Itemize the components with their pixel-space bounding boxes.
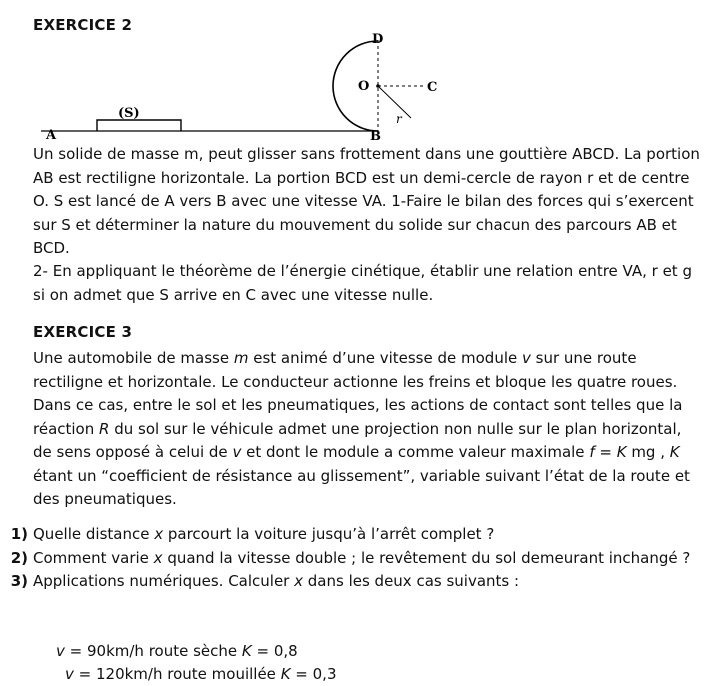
exercise-3-questions (10, 523, 702, 594)
list-item (10, 523, 702, 547)
question-text: Quelle distance x parcourt la voiture jusqu’à l’arrêt complet ? (33, 525, 495, 543)
label-B: B (370, 129, 381, 140)
numeric-case-1: v = 90km/h route sèche K = 0,8 (56, 642, 298, 660)
exercise-2-paragraph-2: 2- En appliquant le théorème de l’énergie cinétique, établir une relation entre VA, r et g si on admet que S arrive en C avec une vitesse nulle. (33, 262, 692, 304)
exercise-3-paragraph: Une automobile de masse m est animé d’une vitesse de module v sur une route rectiligne et horizontale. Le conducteur actionne les freins et bloque les quatre roues. Dans ce cas, entre le sol et les pneumatiques, les actions de contact sont telles que la réaction R du sol sur le véhicule admet une projection non nulle sur le plan horizontal, de sens opposé à celui de v et dont le module a comme valeur maximale f = K mg , K étant un “coefficient de résistance au glissement”, variable suivant l’état de la route et des pneumatiques. (33, 349, 690, 508)
numeric-case-2: v = 120km/h route mouillée K = 0,3 (65, 665, 337, 683)
question-number: 1) (10, 525, 28, 543)
label-r: r (396, 112, 402, 126)
question-number: 3) (10, 572, 28, 590)
exercise-2-paragraph-1: Un solide de masse m, peut glisser sans frottement dans une gouttière ABCD. La portion AB est rectiligne horizontale. La portion BCD est un demi-cercle de rayon r et de centre O. S est lancé de A vers B avec une vitesse VA. 1-Faire le bilan des forces qui s’exercent sur S et déterminer la nature du mouvement du solide sur chacun des parcours AB et BCD. (33, 145, 700, 257)
exercise-3-numeric-cases (56, 640, 337, 686)
semicircle-BCD (333, 41, 378, 131)
list-item (10, 570, 702, 594)
list-item (10, 547, 702, 571)
label-C: C (427, 80, 438, 95)
label-S: (S) (118, 106, 140, 121)
label-A: A (46, 128, 57, 140)
exercise-2-figure (33, 32, 593, 140)
center-point-O (376, 84, 380, 88)
label-D: D (372, 32, 384, 47)
gouttiere-diagram (33, 32, 593, 140)
question-text: Applications numériques. Calculer x dans les deux cas suivants : (33, 572, 520, 590)
question-number: 2) (10, 548, 28, 567)
exercise-3-title: EXERCICE 3 (33, 323, 133, 341)
radius-r (378, 86, 411, 118)
question-text: Comment varie x quand la vitesse double ; le revêtement du sol demeurant inchangé ? (33, 548, 691, 567)
exercise-2-title: EXERCICE 2 (33, 16, 133, 34)
solid-S-block (97, 120, 181, 131)
label-O: O (358, 79, 370, 94)
